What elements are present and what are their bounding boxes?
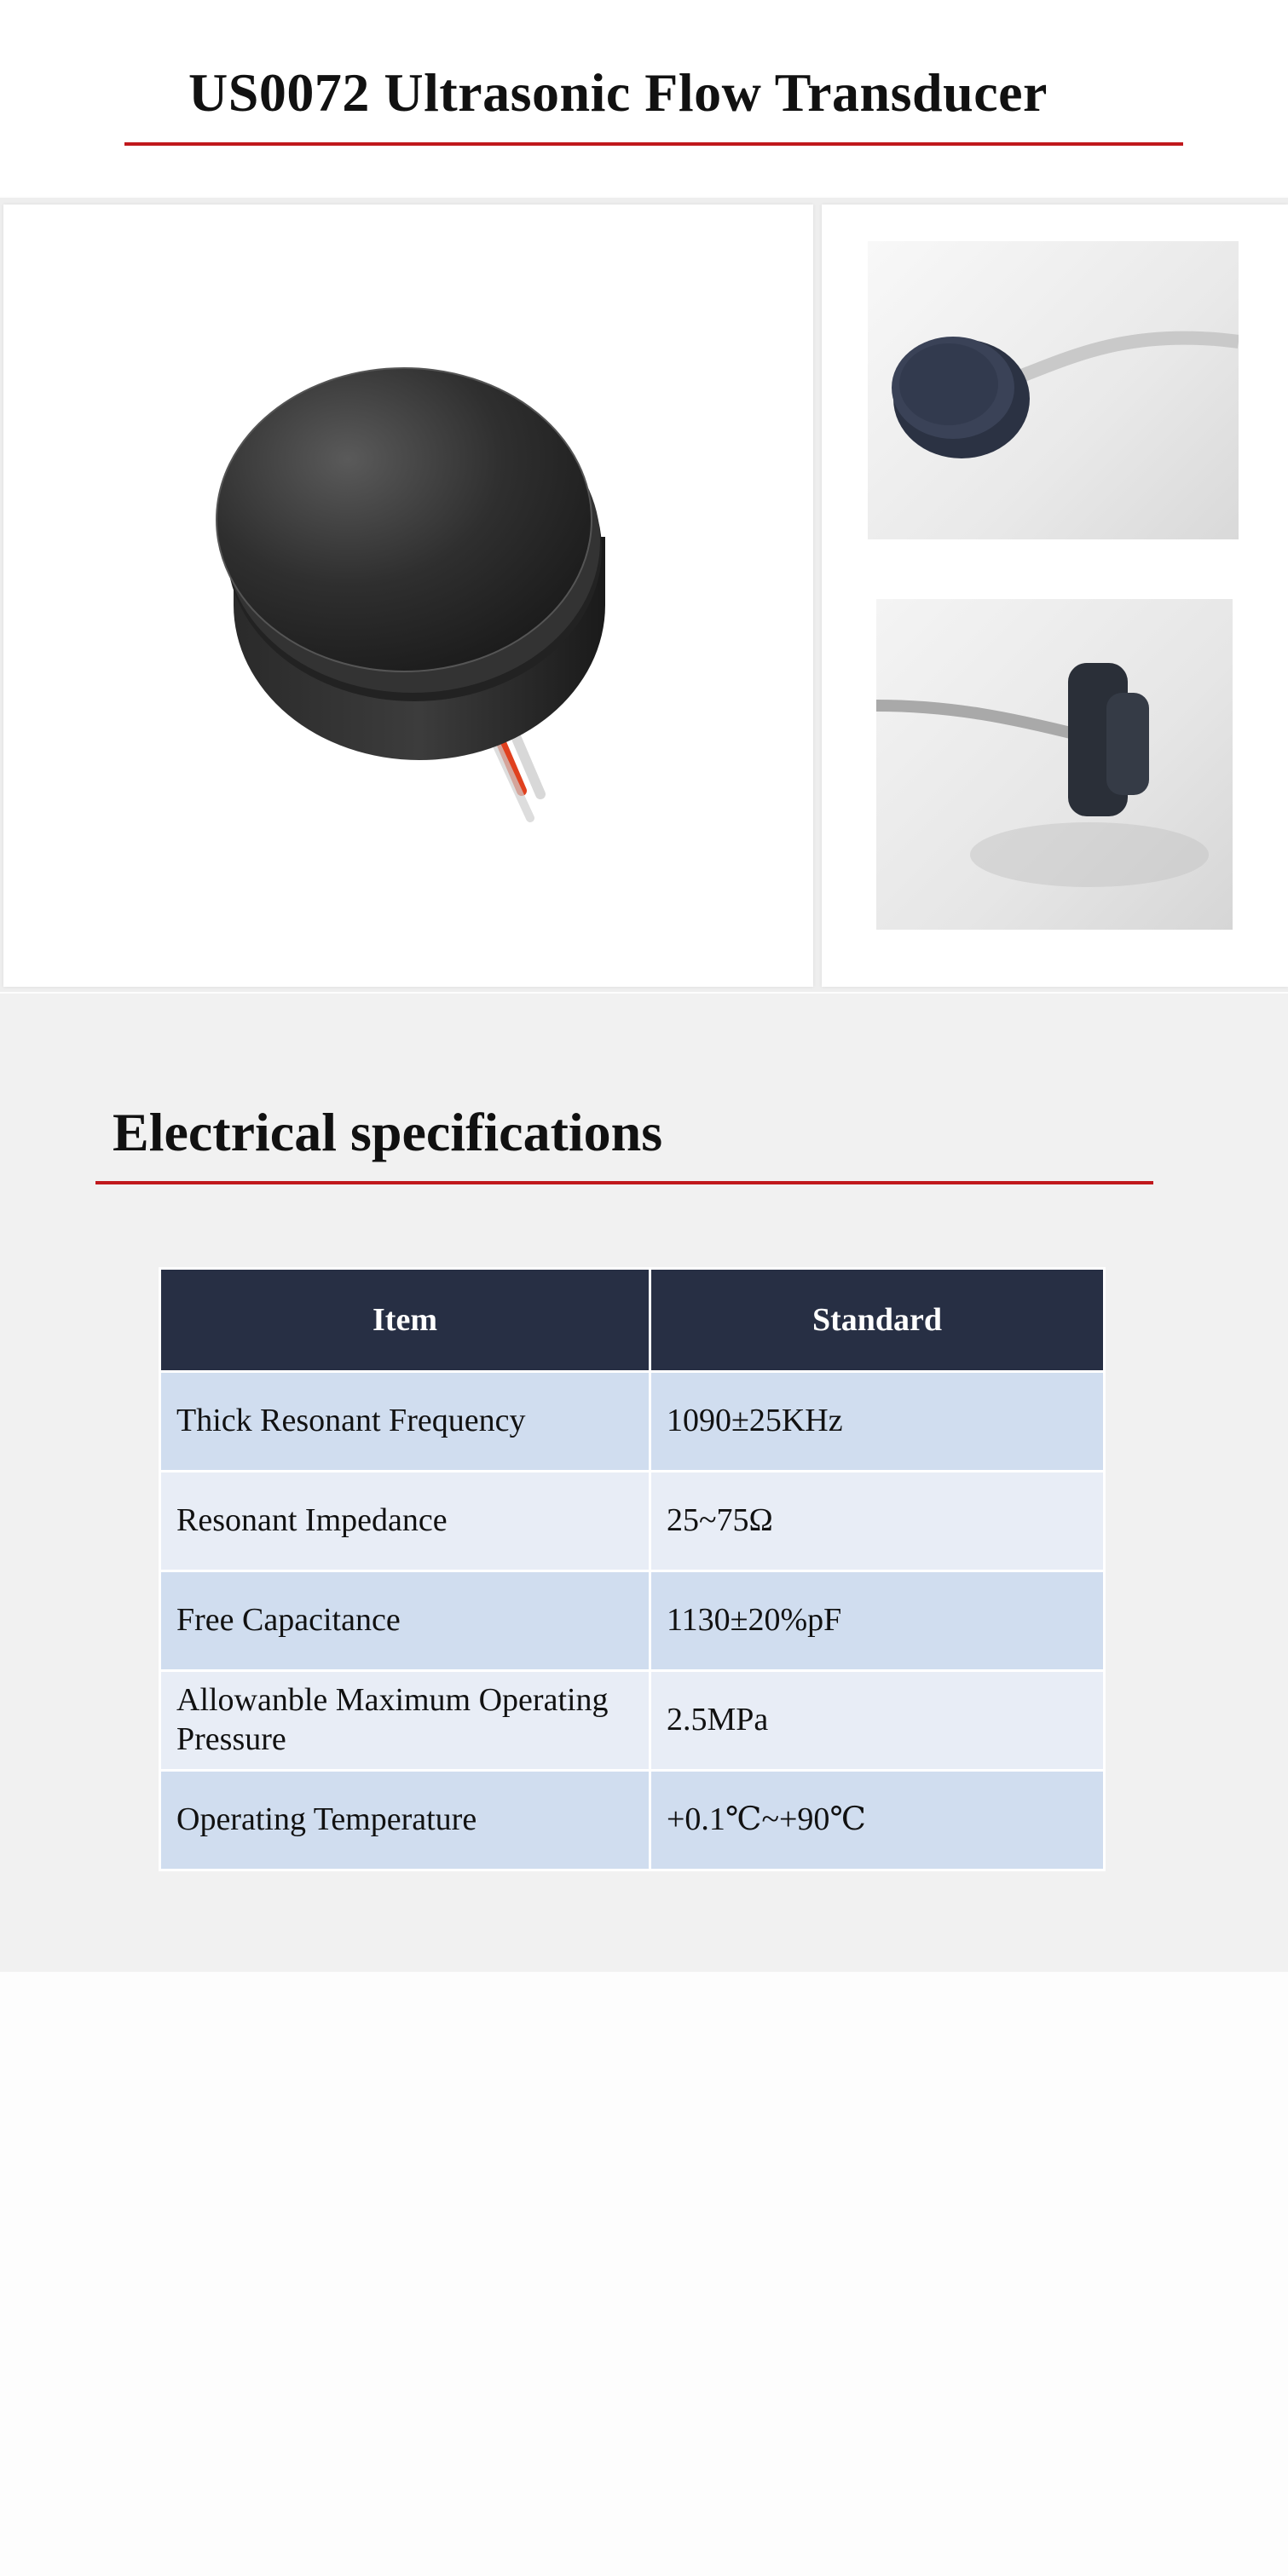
table-row xyxy=(160,1671,1105,1771)
transducer-product-icon xyxy=(3,205,813,987)
item-cell: Free Capacitance xyxy=(160,1571,650,1671)
column-header-standard: Standard xyxy=(650,1269,1105,1372)
standard-cell: 1130±20%pF xyxy=(650,1571,1105,1671)
table-row xyxy=(160,1771,1105,1870)
specs-heading: Electrical specifications xyxy=(113,1102,663,1162)
transducer-side-cable-icon xyxy=(876,599,1233,930)
table-row xyxy=(160,1372,1105,1472)
standard-cell: +0.1℃~+90℃ xyxy=(650,1771,1105,1870)
item-cell: Thick Resonant Frequency xyxy=(160,1372,650,1472)
specs-divider xyxy=(95,1181,1153,1184)
table-row xyxy=(160,1472,1105,1571)
table-row xyxy=(160,1571,1105,1671)
item-cell: Resonant Impedance xyxy=(160,1472,650,1571)
cable-transducer-photo-bottom xyxy=(876,599,1233,930)
transducer-cable-icon xyxy=(868,241,1239,539)
column-header-item: Item xyxy=(160,1269,650,1372)
standard-cell: 2.5MPa xyxy=(650,1671,1105,1771)
table-header-row xyxy=(160,1269,1105,1372)
title-section xyxy=(0,0,1288,196)
main-product-photo xyxy=(3,205,813,987)
title-divider xyxy=(124,142,1183,146)
item-cell: Allowanble Maximum Operating Pressure xyxy=(160,1671,650,1771)
item-cell: Operating Temperature xyxy=(160,1771,650,1870)
standard-cell: 25~75Ω xyxy=(650,1472,1105,1571)
page-title: US0072 Ultrasonic Flow Transducer xyxy=(188,62,1048,123)
cable-transducer-photo-top xyxy=(868,241,1239,539)
spec-table xyxy=(159,1267,1106,1871)
standard-cell: 1090±25KHz xyxy=(650,1372,1105,1472)
blank-footer xyxy=(0,1972,1288,2576)
